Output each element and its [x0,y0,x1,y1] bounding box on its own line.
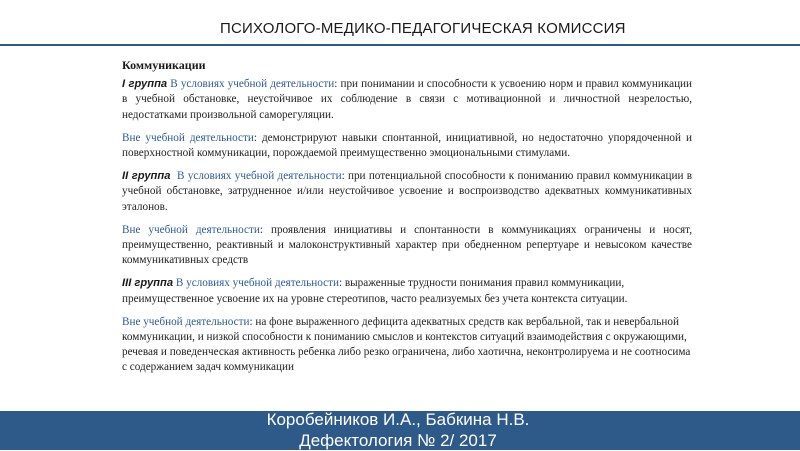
section-heading: Коммуникации [122,58,206,72]
footer-source: Дефектология № 2/ 2017 [299,431,497,450]
paragraph-text: : при понимании и способности к усвоению норм и правил коммуникации в учебной обстановке, неустойчивое их соблюдение в связи с мотивационной и личностной незрелостью, недостатками произвольной саморегуляции. [122,78,693,121]
paragraph-group3-school [122,276,692,306]
group-label: III группа [122,277,174,290]
paragraph-group1-school [122,77,692,123]
condition-label: Вне учебной деятельности [122,315,250,328]
group-label: I группа [122,78,168,91]
paragraph-group2-outside [122,223,692,269]
paragraph-text: : при потенциальной способности к пониманию правил коммуникации в учебной обстановке, затрудненное и/или неустойчивое усвоение и воспроизводство адекватных коммуникативных эталонов. [122,170,693,213]
footer-authors: Коробейников И.А., Бабкина Н.В. [266,410,530,429]
group-label: II группа [122,170,171,183]
paragraph-text: : выраженные трудности понимания правил коммуникации, преимущественное усвоение их на уровне стереотипов, часто реализуемых без учета контекста ситуации. [122,277,628,305]
condition-label: Вне учебной деятельности [122,223,260,236]
paragraph-group2-school [122,169,692,215]
page-title: ПСИХОЛОГО-МЕДИКО-ПЕДАГОГИЧЕСКАЯ КОМИССИЯ [220,20,626,37]
paragraph-text: : проявления инициативы и спонтанности в коммуникациях ограничены и носят, преимущественно, реактивный и малоконструктивный характер при обедненном репертуаре и невысоком качестве коммуникативных средств [122,223,693,267]
paragraph-group3-outside [122,315,692,376]
main-content [122,58,692,384]
paragraph-text: : демонстрируют навыки спонтанной, инициативной, но недостаточно упорядоченной и поверхностной коммуникации, порождаемой преимущественно эмоциональными стимулами. [122,131,692,160]
condition-label: Вне учебной деятельности [122,131,254,144]
condition-label: В условиях учебной деятельности [177,170,342,183]
paragraph-group1-outside [122,131,692,161]
condition-label: В условиях учебной деятельности [175,277,339,290]
header-divider [0,44,800,46]
paragraph-text: : на фоне выраженного дефицита адекватных средств как вербальной, так и невербальной коммуникации, и низкой способности к пониманию смыслов и контекстов ситуаций взаимодействия с окружающими, речевая и поведенческая активность ребенка либо резко ограничена, либо хаотична, неконтролируема и не соотносима с содержанием задач коммуникации [122,315,691,374]
header-bar [0,0,800,54]
condition-label: В условиях учебной деятельности [170,78,335,91]
